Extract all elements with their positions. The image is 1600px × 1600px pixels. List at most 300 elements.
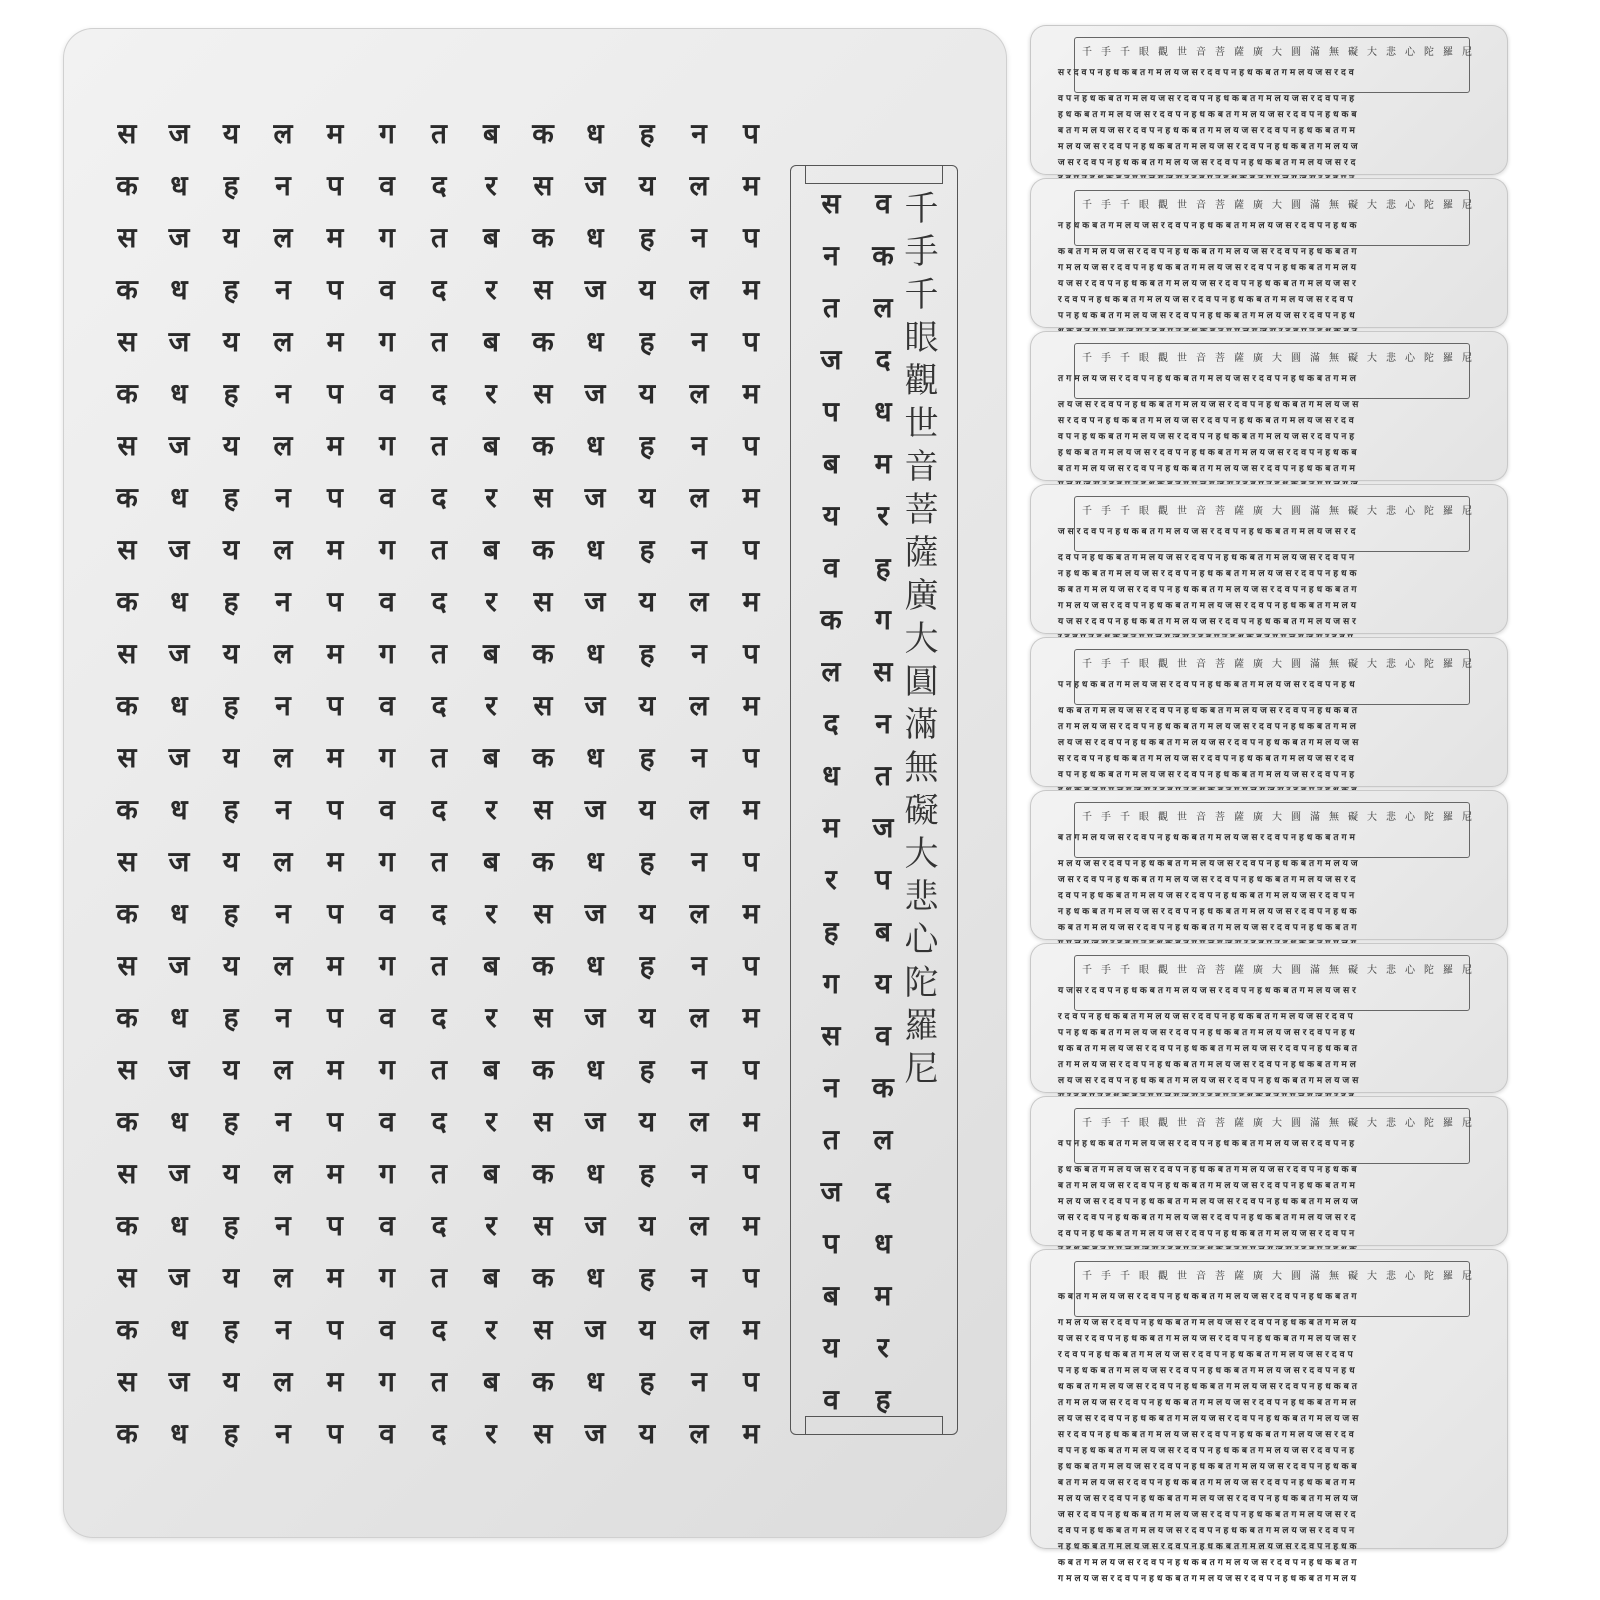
mini-glyph-row: नहधकबतगमलयजसरदवपनहधकबतगमलयजसरदवपनहधक: [1058, 569, 1360, 579]
mini-title: 千手千眼觀世音菩薩廣大圓滿無礙大悲心陀羅尼: [1082, 965, 1481, 976]
siddham-glyph: म: [742, 1417, 760, 1450]
siddham-glyph: न: [691, 221, 707, 254]
siddham-glyph: ह: [223, 1417, 239, 1450]
siddham-glyph: क: [116, 897, 138, 930]
siddham-glyph: द: [431, 1209, 447, 1242]
siddham-glyph: क: [532, 117, 554, 150]
siddham-glyph: ल: [273, 949, 293, 982]
siddham-glyph: म: [326, 429, 344, 462]
mantra-title: 千手千眼觀世音菩薩廣大圓滿無礙大悲心陀羅尼: [898, 190, 938, 1093]
siddham-glyph: ह: [639, 1365, 655, 1398]
siddham-glyph: स: [117, 741, 137, 774]
siddham-glyph: ल: [273, 533, 293, 566]
mini-title: 千手千眼觀世音菩薩廣大圓滿無礙大悲心陀羅尼: [1082, 1118, 1481, 1129]
siddham-glyph: प: [743, 1053, 759, 1086]
siddham-glyph: द: [431, 689, 447, 722]
siddham-glyph: य: [222, 1365, 240, 1398]
mini-glyph-row: जसरदवपनहधकबतगमलयजसरदवपनहधकबतगमलयजसरद: [1058, 1510, 1359, 1520]
siddham-glyph: ज: [820, 1175, 842, 1208]
mini-glyph-row: हधकबतगमलयजसरदवपनहधकबतगमलयजसरदवपनहधकब: [1058, 110, 1360, 120]
siddham-glyph: ध: [586, 741, 604, 774]
siddham-glyph: प: [327, 585, 343, 618]
siddham-glyph: र: [485, 1209, 497, 1242]
siddham-glyph: ज: [584, 1105, 606, 1138]
siddham-glyph: ल: [689, 481, 709, 514]
siddham-glyph: ह: [223, 793, 239, 826]
mini-title: 千手千眼觀世音菩薩廣大圓滿無礙大悲心陀羅尼: [1082, 47, 1481, 58]
siddham-glyph: न: [275, 481, 291, 514]
siddham-glyph: ब: [483, 1365, 499, 1398]
siddham-glyph: प: [875, 863, 891, 896]
mini-mantra-card: [1030, 1096, 1508, 1246]
siddham-glyph: ल: [273, 741, 293, 774]
siddham-glyph: ह: [823, 915, 839, 948]
siddham-glyph: न: [275, 689, 291, 722]
siddham-glyph: न: [823, 239, 839, 272]
mini-glyph-row: पनहधकबतगमलयजसरदवपनहधकबतगमलयजसरदवपनहध: [1058, 1028, 1358, 1038]
siddham-glyph: स: [117, 1365, 137, 1398]
siddham-glyph: प: [327, 1313, 343, 1346]
mini-title: 千手千眼觀世音菩薩廣大圓滿無礙大悲心陀羅尼: [1082, 659, 1481, 670]
siddham-glyph: स: [117, 221, 137, 254]
mini-mantra-card: [1030, 943, 1508, 1093]
siddham-glyph: ल: [873, 291, 893, 324]
siddham-glyph: क: [116, 1001, 138, 1034]
siddham-glyph: प: [743, 845, 759, 878]
siddham-glyph: ह: [223, 273, 239, 306]
siddham-glyph: म: [326, 949, 344, 982]
siddham-glyph: ग: [379, 429, 395, 462]
siddham-glyph: ध: [170, 1209, 188, 1242]
siddham-glyph: त: [431, 1261, 447, 1294]
siddham-glyph: द: [431, 1417, 447, 1450]
mini-glyph-row: यजसरदवपनहधकबतगमलयजसरदवपनहधकबतगमलयजसर: [1058, 617, 1359, 627]
mini-glyph-row: सरदवपनहधकबतगमलयजसरदवपनहधकबतगमलयजसरदव: [1058, 1430, 1357, 1440]
siddham-glyph: न: [691, 1261, 707, 1294]
siddham-glyph: त: [431, 637, 447, 670]
siddham-glyph: न: [691, 845, 707, 878]
siddham-glyph: व: [379, 1001, 395, 1034]
siddham-glyph: य: [638, 793, 656, 826]
siddham-glyph: ल: [821, 655, 841, 688]
siddham-glyph: त: [431, 429, 447, 462]
mini-mantra-card: [1030, 178, 1508, 328]
siddham-glyph: ल: [873, 1123, 893, 1156]
mini-glyph-row: हधकबतगमलयजसरदवपनहधकबतगमलयजसरदवपनहधकब: [1058, 1165, 1360, 1175]
siddham-glyph: ज: [584, 585, 606, 618]
siddham-glyph: ब: [483, 533, 499, 566]
mini-glyph-row: वपनहधकबतगमलयजसरदवपनहधकबतगमलयजसरदवपनह: [1058, 94, 1358, 104]
siddham-glyph: स: [533, 481, 553, 514]
siddham-glyph: य: [638, 897, 656, 930]
siddham-glyph: व: [379, 1105, 395, 1138]
siddham-glyph: ध: [170, 481, 188, 514]
siddham-glyph: क: [532, 637, 554, 670]
siddham-glyph: य: [222, 429, 240, 462]
siddham-glyph: स: [117, 949, 137, 982]
siddham-glyph: ध: [586, 637, 604, 670]
siddham-glyph: ज: [168, 325, 190, 358]
siddham-glyph: म: [326, 1157, 344, 1190]
siddham-glyph: व: [379, 169, 395, 202]
siddham-glyph: ध: [586, 1157, 604, 1190]
mini-glyph-row: यजसरदवपनहधकबतगमलयजसरदवपनहधकबतगमलयजसर: [1058, 279, 1359, 289]
mini-glyph-row: नहधकबतगमलयजसरदवपनहधकबतगमलयजसरदवपनहधक: [1058, 1542, 1360, 1552]
mini-glyph-row: यजसरदवपनहधकबतगमलयजसरदवपनहधकबतगमलयजसर: [1058, 986, 1359, 996]
siddham-glyph: स: [533, 585, 553, 618]
siddham-glyph: ग: [379, 117, 395, 150]
siddham-glyph: ध: [586, 325, 604, 358]
siddham-glyph: ल: [689, 689, 709, 722]
siddham-glyph: ब: [823, 447, 839, 480]
siddham-glyph: ब: [483, 637, 499, 670]
siddham-glyph: य: [638, 585, 656, 618]
siddham-glyph: ह: [223, 169, 239, 202]
mini-glyph-row: कबतगमलयजसरदवपनहधकबतगमलयजसरदवपनहधकबतग: [1058, 585, 1360, 595]
mini-glyph-row: बतगमलयजसरदवपनहधकबतगमलयजसरदवपनहधकबतगम: [1058, 833, 1358, 843]
siddham-glyph: म: [742, 1209, 760, 1242]
siddham-glyph: य: [638, 273, 656, 306]
siddham-glyph: ज: [584, 793, 606, 826]
siddham-glyph: य: [222, 1053, 240, 1086]
siddham-glyph: प: [327, 1209, 343, 1242]
mini-glyph-row: पनहधकबतगमलयजसरदवपनहधकबतगमलयजसरदवपनहध: [1058, 311, 1358, 321]
siddham-glyph: र: [485, 897, 497, 930]
siddham-glyph: व: [379, 1313, 395, 1346]
siddham-glyph: ल: [689, 1313, 709, 1346]
siddham-glyph: क: [532, 949, 554, 982]
siddham-glyph: प: [327, 1105, 343, 1138]
siddham-glyph: ग: [379, 221, 395, 254]
siddham-glyph: ल: [689, 377, 709, 410]
siddham-glyph: स: [117, 1157, 137, 1190]
siddham-glyph: य: [638, 169, 656, 202]
siddham-glyph: व: [379, 1417, 395, 1450]
mini-glyph-row: मलयजसरदवपनहधकबतगमलयजसरदवपनहधकबतगमलयज: [1058, 1494, 1361, 1504]
siddham-glyph: न: [275, 1209, 291, 1242]
siddham-glyph: ध: [586, 949, 604, 982]
siddham-glyph: ज: [168, 221, 190, 254]
siddham-glyph: ज: [168, 1053, 190, 1086]
siddham-glyph: य: [638, 1313, 656, 1346]
siddham-glyph: ब: [483, 1157, 499, 1190]
siddham-glyph: ह: [875, 1383, 891, 1416]
siddham-glyph: क: [116, 793, 138, 826]
siddham-glyph: व: [379, 273, 395, 306]
siddham-glyph: प: [743, 221, 759, 254]
siddham-glyph: प: [823, 1227, 839, 1260]
siddham-glyph: प: [327, 897, 343, 930]
mini-title: 千手千眼觀世音菩薩廣大圓滿無礙大悲心陀羅尼: [1082, 353, 1481, 364]
siddham-glyph: स: [533, 689, 553, 722]
siddham-glyph: स: [533, 1417, 553, 1450]
mini-glyph-row: हधकबतगमलयजसरदवपनहधकबतगमलयजसरदवपनहधकब: [1058, 448, 1360, 458]
siddham-glyph: न: [691, 1053, 707, 1086]
siddham-glyph: ब: [483, 1261, 499, 1294]
siddham-glyph: स: [533, 1209, 553, 1242]
siddham-glyph: न: [275, 377, 291, 410]
siddham-glyph: स: [533, 273, 553, 306]
siddham-glyph: ल: [273, 117, 293, 150]
siddham-glyph: प: [327, 481, 343, 514]
siddham-glyph: म: [742, 273, 760, 306]
siddham-glyph: ध: [170, 1001, 188, 1034]
siddham-glyph: ज: [584, 273, 606, 306]
mini-glyph-row: दवपनहधकबतगमलयजसरदवपनहधकबतगमलयजसरदवपन: [1058, 553, 1358, 563]
siddham-glyph: ह: [223, 1209, 239, 1242]
siddham-glyph: द: [431, 1001, 447, 1034]
mini-glyph-row: पनहधकबतगमलयजसरदवपनहधकबतगमलयजसरदवपनहध: [1058, 1366, 1358, 1376]
siddham-glyph: न: [275, 1001, 291, 1034]
siddham-glyph: म: [822, 811, 840, 844]
siddham-glyph: ग: [379, 325, 395, 358]
siddham-glyph: क: [532, 429, 554, 462]
siddham-glyph: ज: [584, 1313, 606, 1346]
siddham-glyph: क: [116, 689, 138, 722]
siddham-glyph: द: [431, 585, 447, 618]
mini-glyph-row: जसरदवपनहधकबतगमलयजसरदवपनहधकबतगमलयजसरद: [1058, 1213, 1359, 1223]
mini-title: 千手千眼觀世音菩薩廣大圓滿無礙大悲心陀羅尼: [1082, 812, 1481, 823]
siddham-glyph: स: [117, 637, 137, 670]
siddham-glyph: म: [742, 897, 760, 930]
siddham-glyph: क: [116, 1105, 138, 1138]
mini-glyph-row: वपनहधकबतगमलयजसरदवपनहधकबतगमलयजसरदवपनह: [1058, 770, 1358, 780]
siddham-glyph: य: [222, 1261, 240, 1294]
siddham-glyph: ध: [170, 1105, 188, 1138]
siddham-glyph: ज: [168, 1365, 190, 1398]
siddham-glyph: ध: [586, 845, 604, 878]
siddham-glyph: ज: [584, 169, 606, 202]
siddham-glyph: ह: [639, 533, 655, 566]
siddham-glyph: ह: [639, 117, 655, 150]
siddham-glyph: ध: [170, 793, 188, 826]
siddham-glyph: म: [742, 793, 760, 826]
siddham-glyph: क: [532, 845, 554, 878]
siddham-glyph: ह: [223, 377, 239, 410]
siddham-glyph: त: [431, 1157, 447, 1190]
siddham-glyph: व: [875, 187, 891, 220]
siddham-glyph: ब: [875, 915, 891, 948]
mini-glyph-row: रदवपनहधकबतगमलयजसरदवपनहधकबतगमलयजसरदवप: [1058, 1012, 1356, 1022]
siddham-glyph: त: [431, 845, 447, 878]
siddham-glyph: ध: [586, 533, 604, 566]
mini-glyph-row: कबतगमलयजसरदवपनहधकबतगमलयजसरदवपनहधकबतग: [1058, 1292, 1360, 1302]
siddham-glyph: ह: [223, 1105, 239, 1138]
siddham-glyph: ध: [170, 1313, 188, 1346]
siddham-glyph: क: [116, 585, 138, 618]
siddham-glyph: न: [691, 1157, 707, 1190]
siddham-glyph: न: [275, 1417, 291, 1450]
siddham-glyph: ल: [689, 1209, 709, 1242]
siddham-glyph: ब: [483, 221, 499, 254]
siddham-glyph: न: [691, 1365, 707, 1398]
siddham-glyph: म: [326, 533, 344, 566]
mini-glyph-row: रदवपनहधकबतगमलयजसरदवपनहधकबतगमलयजसरदवप: [1058, 295, 1356, 305]
siddham-glyph: ध: [874, 1227, 892, 1260]
mini-glyph-row: नहधकबतगमलयजसरदवपनहधकबतगमलयजसरदवपनहधक: [1058, 221, 1360, 231]
siddham-glyph: स: [821, 1019, 841, 1052]
siddham-glyph: स: [117, 429, 137, 462]
mini-glyph-row: बतगमलयजसरदवपनहधकबतगमलयजसरदवपनहधकबतगम: [1058, 1478, 1358, 1488]
siddham-glyph: ज: [584, 1417, 606, 1450]
siddham-glyph: य: [638, 481, 656, 514]
siddham-glyph: क: [532, 1261, 554, 1294]
siddham-glyph: व: [379, 585, 395, 618]
siddham-glyph: ग: [379, 1157, 395, 1190]
siddham-glyph: र: [485, 689, 497, 722]
siddham-glyph: न: [275, 1313, 291, 1346]
siddham-glyph: ल: [689, 585, 709, 618]
siddham-glyph: व: [875, 1019, 891, 1052]
siddham-glyph: म: [742, 1313, 760, 1346]
siddham-glyph: प: [327, 793, 343, 826]
siddham-glyph: प: [327, 377, 343, 410]
siddham-glyph: म: [326, 325, 344, 358]
siddham-glyph: स: [117, 325, 137, 358]
siddham-glyph: स: [533, 1001, 553, 1034]
siddham-glyph: प: [327, 689, 343, 722]
siddham-glyph: र: [485, 481, 497, 514]
siddham-glyph: क: [532, 1365, 554, 1398]
siddham-glyph: ज: [168, 117, 190, 150]
siddham-glyph: क: [116, 1209, 138, 1242]
siddham-glyph: ल: [273, 1261, 293, 1294]
siddham-glyph: क: [116, 1417, 138, 1450]
siddham-glyph: य: [874, 967, 892, 1000]
siddham-glyph: ध: [170, 897, 188, 930]
siddham-glyph: स: [821, 187, 841, 220]
mini-glyph-row: जसरदवपनहधकबतगमलयजसरदवपनहधकबतगमलयजसरद: [1058, 158, 1359, 168]
siddham-glyph: स: [117, 1261, 137, 1294]
siddham-glyph: क: [116, 169, 138, 202]
siddham-glyph: ब: [483, 949, 499, 982]
siddham-glyph: ग: [379, 1053, 395, 1086]
siddham-glyph: ल: [273, 637, 293, 670]
siddham-glyph: न: [275, 585, 291, 618]
siddham-glyph: प: [743, 1365, 759, 1398]
siddham-glyph: क: [872, 1071, 894, 1104]
siddham-glyph: ल: [273, 325, 293, 358]
siddham-glyph: म: [326, 637, 344, 670]
siddham-glyph: प: [823, 395, 839, 428]
siddham-glyph: ज: [168, 1157, 190, 1190]
siddham-glyph: ह: [639, 949, 655, 982]
siddham-glyph: ध: [170, 1417, 188, 1450]
mini-glyph-row: नहधकबतगमलयजसरदवपनहधकबतगमलयजसरदवपनहधक: [1058, 907, 1360, 917]
siddham-glyph: ग: [379, 741, 395, 774]
siddham-glyph: ध: [170, 377, 188, 410]
siddham-glyph: ह: [223, 1313, 239, 1346]
siddham-glyph: ल: [689, 897, 709, 930]
mini-title: 千手千眼觀世音菩薩廣大圓滿無礙大悲心陀羅尼: [1082, 1271, 1481, 1282]
siddham-glyph: द: [431, 377, 447, 410]
mini-glyph-row: लयजसरदवपनहधकबतगमलयजसरदवपनहधकबतगमलयजस: [1058, 400, 1362, 410]
siddham-glyph: न: [275, 793, 291, 826]
mini-mantra-card: [1030, 331, 1508, 481]
siddham-glyph: म: [874, 447, 892, 480]
mini-glyph-row: मलयजसरदवपनहधकबतगमलयजसरदवपनहधकबतगमलयज: [1058, 1197, 1361, 1207]
siddham-glyph: ग: [379, 637, 395, 670]
siddham-glyph: ल: [273, 429, 293, 462]
siddham-glyph: व: [823, 551, 839, 584]
siddham-glyph: ज: [820, 343, 842, 376]
siddham-glyph: ल: [689, 793, 709, 826]
siddham-glyph: र: [485, 1313, 497, 1346]
siddham-glyph: स: [117, 845, 137, 878]
siddham-glyph: ह: [223, 481, 239, 514]
siddham-glyph: न: [823, 1071, 839, 1104]
siddham-glyph: ह: [223, 689, 239, 722]
mini-glyph-row: गमलयजसरदवपनहधकबतगमलयजसरदवपनहधकबतगमलय: [1058, 601, 1359, 611]
siddham-glyph: प: [327, 1001, 343, 1034]
mini-glyph-row: तगमलयजसरदवपनहधकबतगमलयजसरदवपनहधकबतगमल: [1058, 1060, 1359, 1070]
siddham-glyph: य: [638, 1209, 656, 1242]
siddham-glyph: स: [533, 169, 553, 202]
siddham-glyph: स: [117, 117, 137, 150]
mini-glyph-row: यजसरदवपनहधकबतगमलयजसरदवपनहधकबतगमलयजसर: [1058, 1334, 1359, 1344]
siddham-glyph: र: [825, 863, 837, 896]
siddham-glyph: क: [532, 1053, 554, 1086]
siddham-glyph: ध: [170, 585, 188, 618]
siddham-glyph: ह: [223, 1001, 239, 1034]
mini-glyph-row: गमलयजसरदवपनहधकबतगमलयजसरदवपनहधकबतगमलय: [1058, 1574, 1359, 1584]
siddham-glyph: न: [875, 707, 891, 740]
mini-glyph-row: गमलयजसरदवपनहधकबतगमलयजसरदवपनहधकबतगमलय: [1058, 263, 1359, 273]
siddham-glyph: द: [431, 169, 447, 202]
siddham-glyph: त: [431, 741, 447, 774]
siddham-glyph: ब: [483, 117, 499, 150]
mini-glyph-row: कबतगमलयजसरदवपनहधकबतगमलयजसरदवपनहधकबतग: [1058, 247, 1360, 257]
siddham-glyph: क: [532, 221, 554, 254]
siddham-glyph: ल: [689, 1001, 709, 1034]
siddham-glyph: ज: [584, 897, 606, 930]
mini-glyph-row: वपनहधकबतगमलयजसरदवपनहधकबतगमलयजसरदवपनह: [1058, 1446, 1358, 1456]
mini-glyph-row: वपनहधकबतगमलयजसरदवपनहधकबतगमलयजसरदवपनह: [1058, 1139, 1358, 1149]
siddham-glyph: ह: [639, 429, 655, 462]
siddham-glyph: न: [691, 949, 707, 982]
siddham-glyph: ज: [584, 689, 606, 722]
siddham-glyph: क: [532, 325, 554, 358]
siddham-glyph: ह: [639, 221, 655, 254]
mini-glyph-row: तगमलयजसरदवपनहधकबतगमलयजसरदवपनहधकबतगमल: [1058, 374, 1359, 384]
siddham-glyph: द: [431, 1313, 447, 1346]
siddham-glyph: प: [743, 949, 759, 982]
siddham-glyph: ब: [823, 1279, 839, 1312]
mini-glyph-row: तगमलयजसरदवपनहधकबतगमलयजसरदवपनहधकबतगमल: [1058, 722, 1359, 732]
mini-glyph-row: लयजसरदवपनहधकबतगमलयजसरदवपनहधकबतगमलयजस: [1058, 1414, 1362, 1424]
siddham-glyph: य: [222, 845, 240, 878]
siddham-glyph: म: [742, 585, 760, 618]
siddham-glyph: ह: [639, 741, 655, 774]
mini-glyph-row: पनहधकबतगमलयजसरदवपनहधकबतगमलयजसरदवपनहध: [1058, 680, 1358, 690]
siddham-glyph: ध: [586, 221, 604, 254]
mini-glyph-row: मलयजसरदवपनहधकबतगमलयजसरदवपनहधकबतगमलयज: [1058, 142, 1361, 152]
siddham-glyph: ब: [483, 429, 499, 462]
siddham-glyph: ध: [822, 759, 840, 792]
siddham-glyph: ग: [379, 1365, 395, 1398]
siddham-glyph: स: [117, 1053, 137, 1086]
siddham-glyph: न: [691, 117, 707, 150]
mini-glyph-row: सरदवपनहधकबतगमलयजसरदवपनहधकबतगमलयजसरदव: [1058, 68, 1357, 78]
siddham-glyph: ज: [168, 845, 190, 878]
siddham-glyph: ग: [823, 967, 839, 1000]
siddham-glyph: य: [222, 637, 240, 670]
siddham-glyph: ह: [875, 551, 891, 584]
siddham-glyph: ज: [584, 377, 606, 410]
siddham-glyph: प: [743, 325, 759, 358]
siddham-glyph: त: [431, 221, 447, 254]
siddham-glyph: ह: [223, 585, 239, 618]
